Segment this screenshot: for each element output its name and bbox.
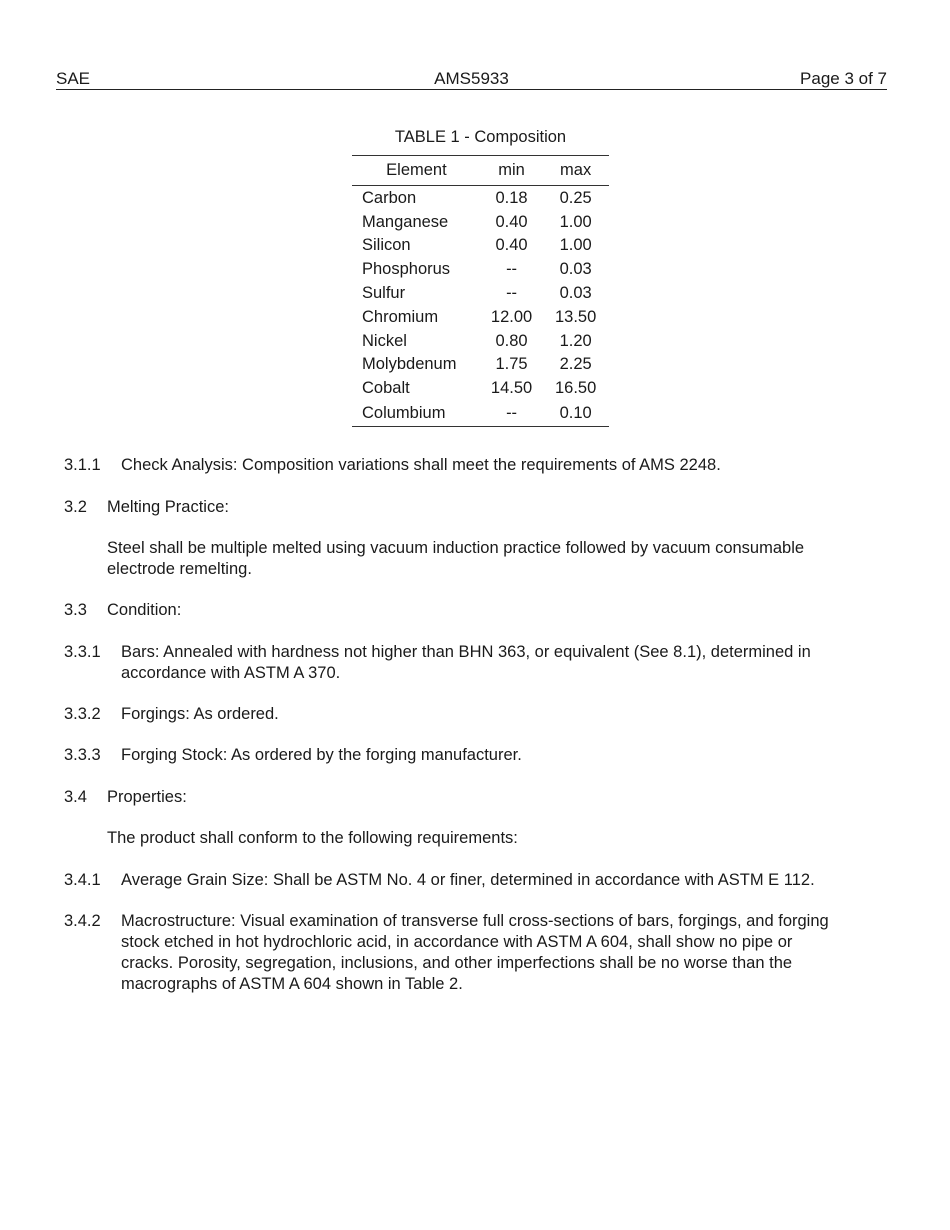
table-caption: TABLE 1 - Composition (394, 128, 567, 146)
cell-max: 1.00 (559, 236, 592, 255)
section-text-line: stock etched in hot hydrochloric acid, in accordance with ASTM A 604, shall show no pipe or (121, 933, 793, 951)
cell-element: Sulfur (362, 284, 406, 303)
cell-min: 0.18 (495, 188, 528, 207)
cell-max: 2.25 (559, 355, 592, 374)
cell-max: 0.10 (542, 400, 609, 427)
section-number: 3.3.1 (64, 643, 101, 661)
table-row (352, 186, 609, 210)
table-row (352, 329, 609, 353)
section-text (121, 455, 721, 476)
cell-min: -- (506, 284, 518, 303)
section-number: 3.3.2 (64, 705, 101, 723)
table-row (352, 234, 609, 258)
header-doc-number: AMS5933 (434, 69, 509, 88)
cell-min: 14.50 (490, 379, 533, 398)
section-title: Melting Practice: (107, 498, 229, 516)
cell-max: 0.03 (559, 260, 592, 279)
section-text-line: electrode remelting. (107, 560, 252, 578)
cell-element: Manganese (362, 212, 449, 231)
cell-max: 13.50 (554, 307, 597, 326)
cell-element: Molybdenum (362, 355, 457, 374)
table-row (352, 305, 609, 329)
section-number: 3.3 (64, 601, 87, 619)
column-header-min: min (481, 156, 542, 186)
section-number: 3.3.3 (64, 746, 101, 764)
section-number: 3.1.1 (64, 456, 101, 474)
section-text-line: Steel shall be multiple melted using vacuum induction practice followed by vacuum consumable (107, 539, 805, 557)
section-text-line: The product shall conform to the following requirements: (107, 829, 518, 847)
cell-element: Silicon (362, 236, 411, 255)
section-body (107, 828, 518, 849)
cell-min: 0.40 (495, 212, 528, 231)
cell-min: 12.00 (490, 307, 533, 326)
cell-max: 0.03 (559, 284, 592, 303)
section-text-line: Forging Stock: As ordered by the forging manufacturer. (121, 746, 522, 764)
table-row (352, 400, 609, 427)
composition-table (352, 155, 609, 427)
section-text (121, 704, 279, 725)
cell-max: 16.50 (554, 379, 597, 398)
header-page-number: Page 3 of 7 (800, 69, 887, 88)
table-header-row (352, 156, 609, 186)
cell-element: Nickel (362, 331, 407, 350)
header-org: SAE (56, 69, 91, 88)
cell-max: 0.25 (559, 188, 592, 207)
section-number: 3.4.1 (64, 871, 101, 889)
cell-element: Columbium (352, 400, 481, 427)
table-row (352, 353, 609, 377)
cell-max: 1.00 (559, 212, 592, 231)
section-number: 3.2 (64, 498, 87, 516)
cell-element: Cobalt (362, 379, 410, 398)
cell-min: 0.40 (495, 236, 528, 255)
cell-min: -- (506, 260, 518, 279)
page-header (56, 69, 887, 90)
section-number: 3.4.2 (64, 912, 101, 930)
section-text-line: accordance with ASTM A 370. (121, 664, 341, 682)
section-text (121, 911, 829, 995)
cell-max: 1.20 (559, 331, 592, 350)
section-title: Properties: (107, 788, 187, 806)
section-text-line: Forgings: As ordered. (121, 705, 279, 723)
section-text-line: Bars: Annealed with hardness not higher than BHN 363, or equivalent (See 8.1), determined in (121, 643, 811, 661)
section-text (121, 642, 811, 684)
section-number: 3.4 (64, 788, 87, 806)
section-text-line: Average Grain Size: Shall be ASTM No. 4 or finer, determined in accordance with ASTM E 112. (121, 871, 815, 889)
section-text-line: Macrostructure: Visual examination of transverse full cross-sections of bars, forgings, and forging (121, 912, 829, 930)
cell-element: Carbon (362, 188, 417, 207)
table-row (352, 210, 609, 234)
section-title: Condition: (107, 601, 182, 619)
section-text (121, 745, 522, 766)
table-row (352, 257, 609, 281)
cell-min: -- (481, 400, 542, 427)
section-text-line: cracks. Porosity, segregation, inclusions, and other imperfections shall be no worse than the (121, 954, 793, 972)
cell-min: 0.80 (495, 331, 528, 350)
column-header-max: max (542, 156, 609, 186)
cell-element: Chromium (362, 307, 439, 326)
table-row (352, 376, 609, 400)
section-text-line: Check Analysis: Composition variations shall meet the requirements of AMS 2248. (121, 456, 721, 474)
section-text (121, 870, 815, 891)
cell-min: 1.75 (495, 355, 528, 374)
section-body (107, 538, 804, 580)
column-header-element: Element (352, 156, 481, 186)
section-text-line: macrographs of ASTM A 604 shown in Table 2. (121, 975, 463, 993)
table-row (352, 281, 609, 305)
cell-element: Phosphorus (362, 260, 451, 279)
